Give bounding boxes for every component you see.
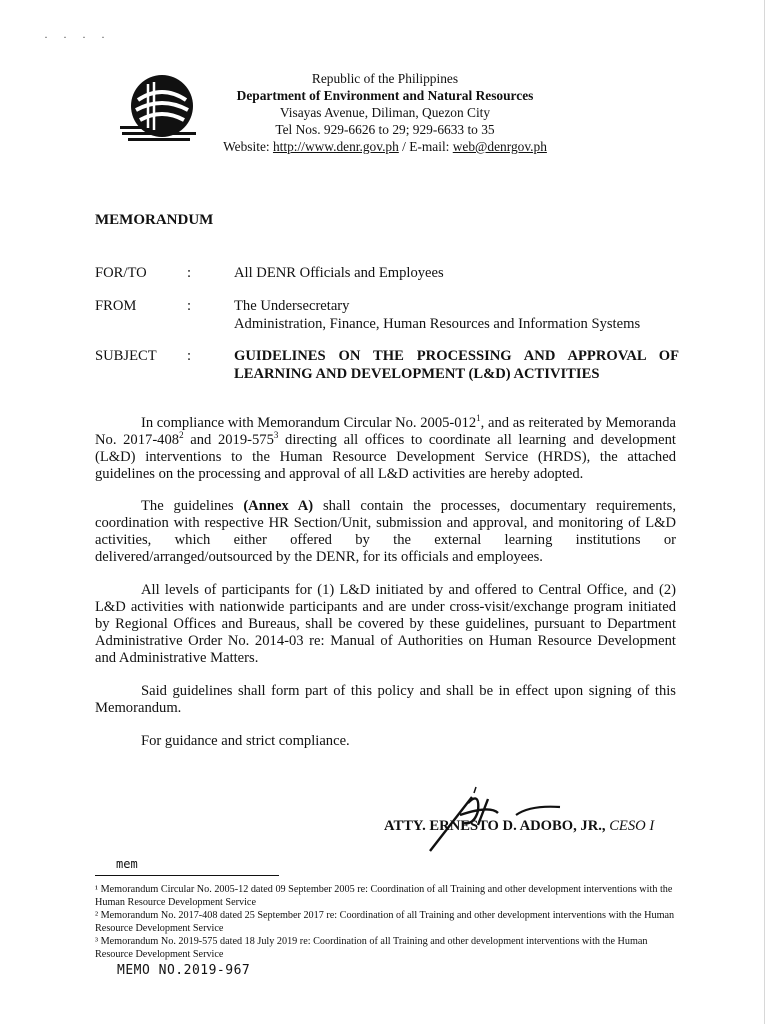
footnote-3: ³ Memorandum No. 2019-575 dated 18 July 2019 re: Coordination of all Training and other development interventions with the Human Resource Development Service — [95, 936, 648, 960]
scan-edge — [764, 0, 765, 1024]
p1-text-a: In compliance with Memorandum Circular No. 2005-012 — [141, 415, 477, 431]
initials: mem — [116, 857, 138, 871]
p4-text: Said guidelines shall form part of this policy and shall be in effect upon signing of this Memorandum. — [95, 683, 676, 716]
from-value — [234, 297, 684, 333]
p1-text-b: , and as reiterated by Memoranda No. 2017-408 — [95, 415, 676, 448]
website-label: Website: — [223, 139, 273, 154]
header-subject-row — [95, 347, 685, 385]
for-value: All DENR Officials and Employees — [234, 265, 444, 281]
subject-value: GUIDELINES ON THE PROCESSING AND APPROVAL OF LEARNING AND DEVELOPMENT (L&D) ACTIVITIES — [234, 348, 679, 382]
signatory — [384, 818, 654, 835]
footnotes — [95, 883, 681, 961]
p1-footnote-ref-1: 1 — [476, 413, 481, 424]
p2-text-b: shall contain the processes, documentary requirements, coordination with respective HR Section/Unit, submission and approval, and monitoring of L&D activities, which either offered by the external learning institutions or delivered/arranged/outsourced by the DENR, for its officials and employees. — [95, 498, 676, 565]
denr-logo-icon — [118, 70, 200, 146]
header-for-row — [95, 264, 685, 284]
from-colon: : — [187, 298, 192, 314]
memo-number: MEMO NO.2019-967 — [117, 963, 251, 978]
letterhead-republic: Republic of the Philippines — [311, 71, 459, 86]
p1-text-d: directing all offices to coordinate all learning and development (L&D) interventions to the Human Resource Development Service (HRDS), the attached guidelines on the processing and approval of all L&D activities are hereby adopted. — [95, 432, 676, 482]
body-paragraph-4 — [95, 683, 676, 717]
letterhead — [200, 70, 570, 155]
letterhead-address: Visayas Avenue, Diliman, Quezon City — [279, 105, 491, 120]
memo-title: MEMORANDUM — [95, 212, 214, 228]
from-value-line1: The Undersecretary — [234, 298, 350, 314]
body-paragraph-5 — [95, 733, 676, 750]
header-from-row — [95, 297, 685, 335]
website-link[interactable]: http://www.denr.gov.ph — [272, 139, 399, 154]
signatory-name: ATTY. ERNESTO D. ADOBO, JR., — [384, 818, 610, 834]
contact-separator: / E-mail: — [398, 139, 453, 154]
subject-colon: : — [187, 348, 192, 364]
p1-footnote-ref-3: 3 — [273, 430, 279, 441]
footnote-1: ¹ Memorandum Circular No. 2005-12 dated 09 September 2005 re: Coordination of all Training and other development interventions with the Human Resource Development Service — [95, 884, 673, 908]
body-paragraph-2 — [95, 498, 676, 566]
for-colon: : — [187, 265, 192, 281]
from-value-line2: Administration, Finance, Human Resources and Information Systems — [234, 316, 641, 332]
signatory-title: CESO I — [609, 818, 655, 834]
for-label: FOR/TO — [95, 265, 147, 281]
body-paragraph-3 — [95, 582, 676, 667]
p1-text-c: and 2019-575 — [183, 432, 274, 448]
letterhead-tel: Tel Nos. 929-6626 to 29; 929-6633 to 35 — [275, 122, 495, 137]
letterhead-contact — [200, 138, 570, 155]
p2-text-a: The guidelines — [141, 498, 244, 514]
scan-specks: · · · · — [44, 30, 111, 44]
p1-footnote-ref-2: 2 — [179, 430, 184, 441]
subject-label: SUBJECT — [95, 348, 157, 364]
body-paragraph-1 — [95, 415, 676, 483]
letterhead-department: Department of Environment and Natural Resources — [236, 88, 534, 103]
p2-annex: (Annex A) — [243, 498, 314, 514]
p5-text: For guidance and strict compliance. — [141, 733, 350, 749]
email-link[interactable]: web@denrgov.ph — [452, 139, 547, 154]
footnote-divider — [95, 875, 279, 876]
from-label: FROM — [95, 298, 137, 314]
p3-text: All levels of participants for (1) L&D initiated by and offered to Central Office, and (2) L&D activities with nationwide participants and are under cross-visit/exchange program initiated by Regional Offices and Bureaus, shall be covered by these guidelines, pursuant to Department Administrative Order No. 2014-03 re: Manual of Authorities on Human Resource Development and Administrative Matters. — [95, 582, 676, 666]
footnote-2: ² Memorandum No. 2017-408 dated 25 September 2017 re: Coordination of all Training and other development interventions with the Human Resource Development Service — [95, 910, 675, 934]
